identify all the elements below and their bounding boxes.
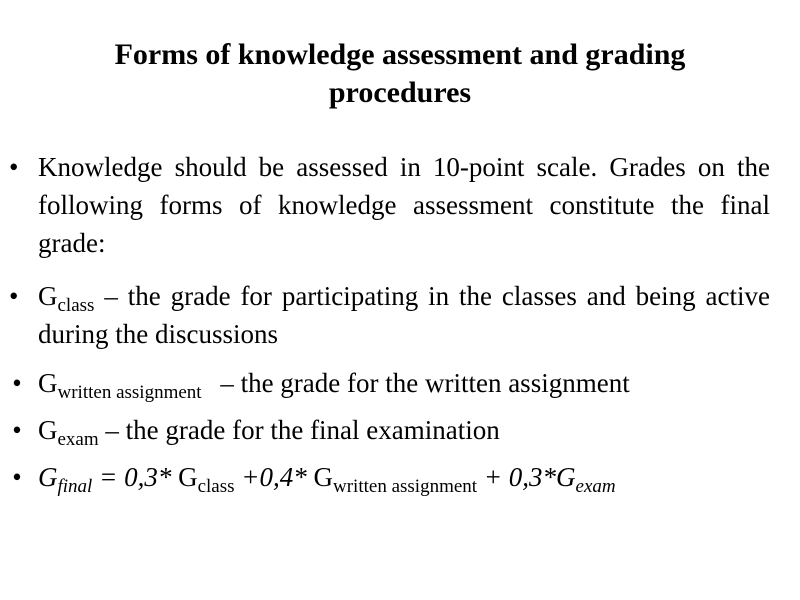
bullet-item-written-grade	[12, 364, 770, 403]
grade-subscript: class	[57, 295, 95, 316]
formula-class-subscript: class	[197, 476, 235, 497]
formula-class-symbol: G	[178, 462, 198, 492]
slide-title: Forms of knowledge assessment and grading procedures	[114, 38, 686, 109]
formula-coefficient-3: + 0,3*	[477, 462, 557, 492]
bullet-text: – the grade for the final examination	[98, 415, 500, 445]
formula-exam-subscript: exam	[575, 476, 616, 497]
bullet-text: Knowledge should be assessed in 10-point scale. Grades on the following forms of knowledge assessment constitute the final grade:	[38, 152, 770, 258]
grade-subscript: written assignment	[57, 382, 202, 403]
formula-coefficient-1: = 0,3*	[92, 462, 179, 492]
grade-symbol: G	[38, 415, 58, 445]
bullet-icon: •	[12, 462, 22, 492]
grade-symbol: G	[38, 281, 58, 311]
formula-written-symbol: G	[313, 462, 333, 492]
bullet-icon: •	[12, 415, 22, 445]
bullet-item-scale	[9, 148, 770, 262]
bullet-icon: •	[9, 281, 19, 311]
formula-written-subscript: written assignment	[333, 476, 478, 497]
bullet-item-exam-grade	[12, 411, 770, 450]
formula-final-subscript: final	[57, 476, 93, 497]
bullet-text: – the grade for the written assignment	[213, 368, 630, 398]
bullet-item-formula	[12, 458, 770, 497]
bullet-text: – the grade for participating in the classes and being active during the discussions	[38, 281, 770, 349]
bullet-item-class-grade	[9, 277, 770, 353]
grade-subscript: exam	[57, 429, 99, 450]
grade-symbol: G	[38, 368, 58, 398]
bullet-icon: •	[9, 152, 19, 182]
formula-final-symbol: G	[38, 462, 58, 492]
formula-exam-symbol: G	[556, 462, 576, 492]
bullet-icon: •	[12, 368, 22, 398]
formula-coefficient-2: +0,4*	[234, 462, 314, 492]
